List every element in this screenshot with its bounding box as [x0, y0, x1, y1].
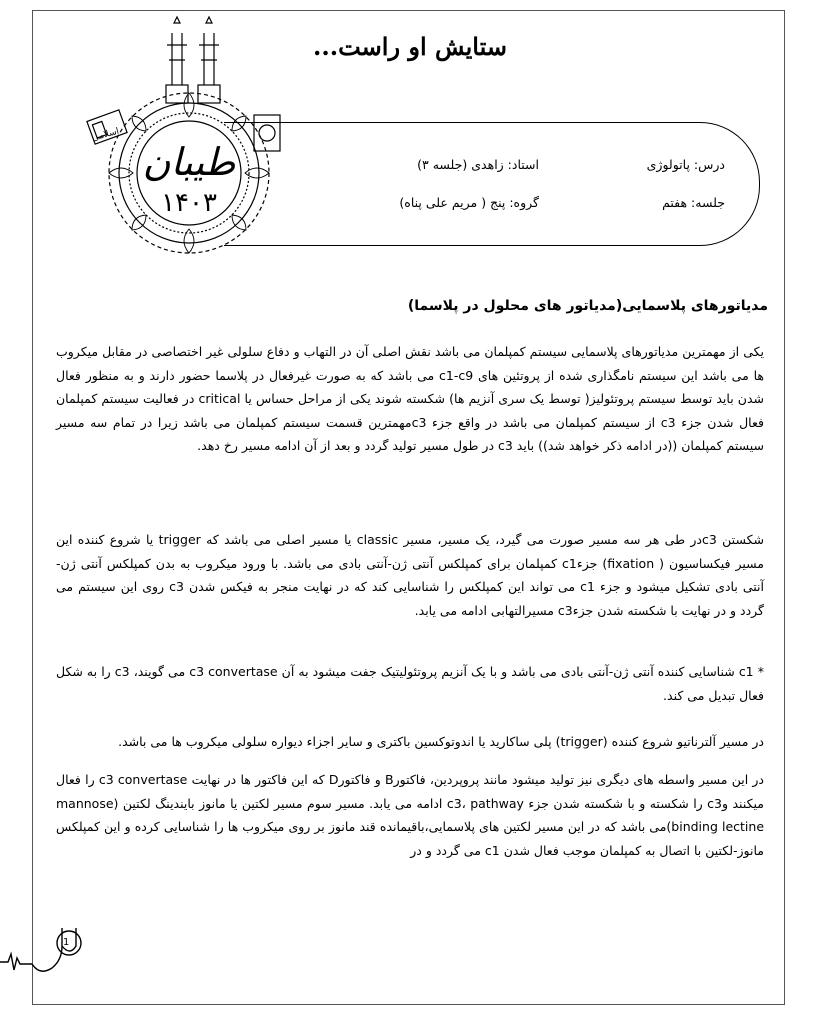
paragraph-classic-pathway: شکستن c3در طی هر سه مسیر صورت می گیرد، یک مسیر، مسیر classic یا مسیر اصلی می باشد که trigger یا شروع کننده این مسیر فیکساسیون ( fixation) جزءc1 کمپلمان برای کمپلکس آنتی ژن-آنتی بادی می باشد. با ورود میکروب به بدن کمپلکس آنتی ژن-آنتی بادی تشکیل میشود و جزء c1 می تواند این کمپلکس را شناسایی کند که در نهایت منجر به فیکس شدن c3 روی این سیستم می گردد و در نهایت با شکسته شدن جزءc3 مسیرالتهابی ادامه می یابد.	[56, 532, 764, 618]
course-label: درس: پاتولوژی	[646, 157, 725, 172]
paragraph-alternative-pathway: در مسیر آلترناتیو شروع کننده (trigger) پلی ساکارید یا اندوتوکسین باکتری و سایر اجزاء دیواره سلولی میکروب ها می باشد.	[118, 734, 764, 749]
paragraph-c3-convertase-note: * c1 شناسایی کننده آنتی ژن-آنتی بادی می باشد و با یک آنزیم پروتئولیتیک جفت میشود به آن c3 convertase می گویند، c3 را به شکل فعال تبدیل می کند.	[56, 664, 764, 703]
logo-small-text: اسلامی	[90, 126, 121, 144]
stethoscope-icon	[0, 920, 90, 980]
logo-year: ۱۴۰۳	[161, 188, 217, 218]
section-heading: مدیاتورهای پلاسمایی(مدیاتور های محلول در پلاسما)	[407, 298, 768, 314]
paragraph-complement-intro: یکی از مهمترین مدیاتورهای پلاسمایی سیستم کمپلمان می باشد نقش اصلی آن در التهاب و دفاع سلولی غیر اختصاصی در مقابل میکروب ها می باشد این سیستم نامگذاری شده از پروتئین های c1-c9 می باشد که به صورت غیرفعال در پلاسما حضور دارند و به منظور فعال شدن باید توسط سیستم پروتئولیز( توسط یک سری آنزیم ها) شکسته شوند یکی از مراحل حساس یا critical در فعالیت سیستم کمپلمان فعال شدن جزء c3 از سیستم کمپلمان می باشد در واقع جزء c3مهمترین قسمت سیستم کمپلمان می باشد زیرا در تمام سه مسیر سیستم کمپلمان ((در ادامه ذکر خواهد شد)) باید c3 در طول مسیر تولید گردد و بعد از آن ادامه مسیر رخ دهد.	[56, 344, 765, 454]
logo-wordmark: طیبان	[142, 140, 236, 184]
page-title: ستایش او راست...	[313, 32, 507, 61]
session-label: جلسه: هفتم	[662, 195, 725, 210]
tabyan-logo	[90, 15, 284, 285]
group-label: گروه: پنج ( مریم علی پناه)	[399, 195, 539, 210]
paragraph-lectin-pathway: در این مسیر واسطه های دیگری نیز تولید میشود مانند پروپردین، فاکتورB و فاکتورD که این فاکتور ها در نهایت c3 convertase را فعال میکنند وc3 را شکسته و با شکسته شدن جزء c3، pathway ادامه می یابد. مسیر سوم مسیر لکتین یا مانوز بایندینگ لکتین (mannose binding lectine)می باشد که در این مسیر لکتین های پلاسمایی،باقیمانده قند مانوز بر روی میکروب ها را شناسایی کرده و این کمپلکس مانوز-لکتین با اتصال به کمپلمان موجب فعال شدن c1 می گردد و در	[56, 772, 765, 858]
header-info-box	[224, 122, 760, 246]
teacher-label: استاد: زاهدی (جلسه ۳)	[417, 157, 539, 172]
page-number: 1	[63, 937, 70, 948]
